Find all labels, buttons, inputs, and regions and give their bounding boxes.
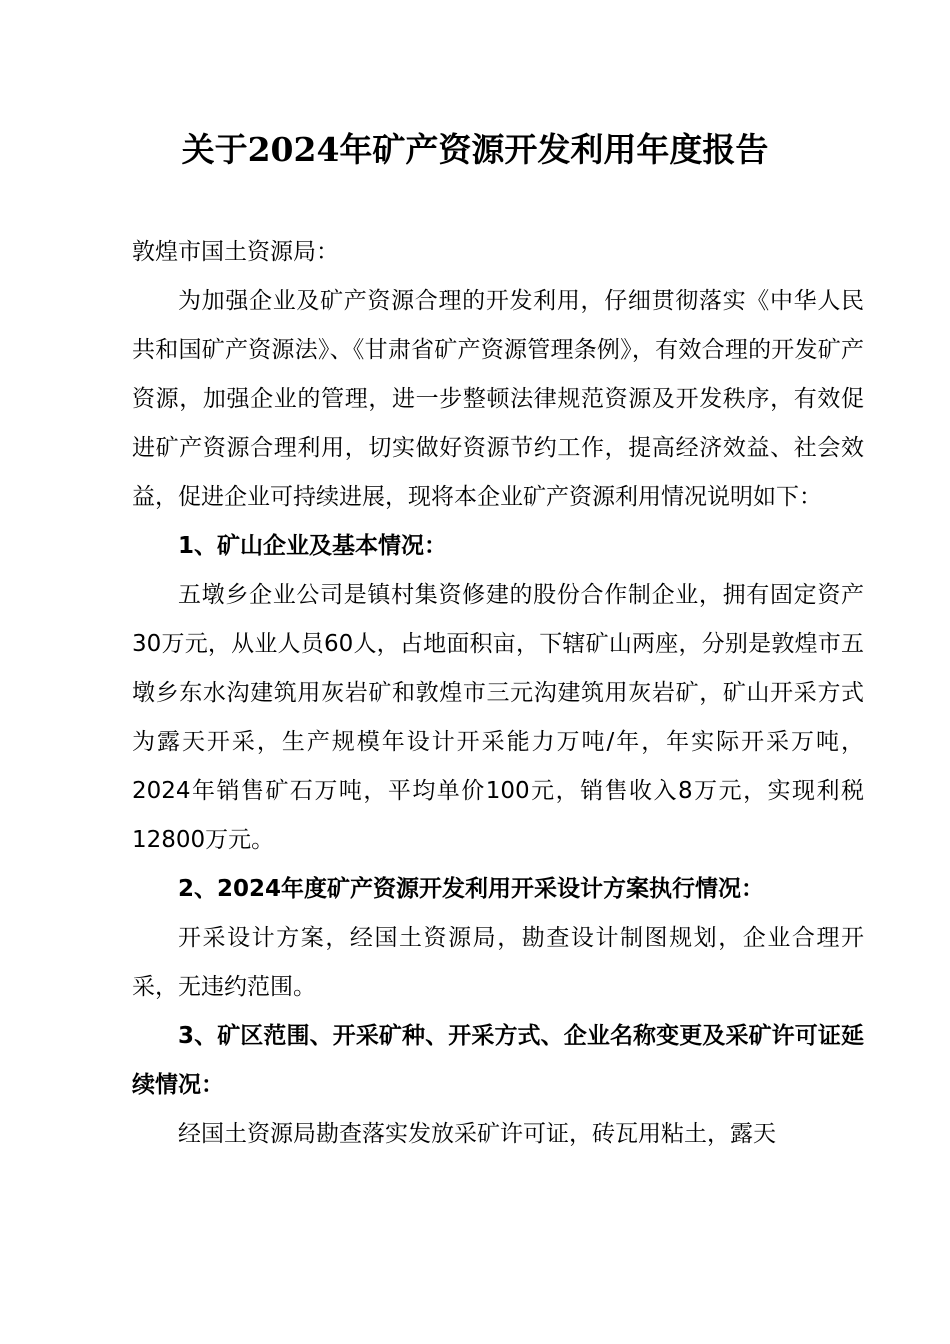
document-title: 关于2024年矿产资源开发利用年度报告 [181,130,769,169]
section-2-paragraph: 开采设计方案，经国土资源局，勘查设计制图规划，企业合理开采，无违约范围。 [132,925,864,1000]
intro-paragraph: 为加强企业及矿产资源合理的开发利用，仔细贯彻落实《中华人民共和国矿产资源法》、《甘肃省矿产资源管理条例》，有效合理的开发矿产资源，加强企业的管理，进一步整顿法律规范资源及开发秩序，有效促进矿产资源合理利用，切实做好资源节约工作，提高经济效益、社会效益，促进企业可持续进展，现将本企业矿产资源利用情况说明如下： [132,288,864,510]
section-1-heading: 1、矿山企业及基本情况： [178,533,448,559]
document-body [132,228,864,1159]
salutation: 敦煌市国土资源局： [132,239,339,265]
section-2-heading: 2、2024年度矿产资源开发利用开采设计方案执行情况： [178,876,765,902]
section-1-paragraph: 五墩乡企业公司是镇村集资修建的股份合作制企业，拥有固定资产30万元，从业人员60人，占地面积亩，下辖矿山两座，分别是敦煌市五墩乡东水沟建筑用灰岩矿和敦煌市三元沟建筑用灰岩矿，矿山开采方式为露天开采，生产规模年设计开采能力万吨/年，年实际开采万吨，2024年销售矿石万吨，平均单价100元，销售收入8万元，实现利税12800万元。 [132,582,864,853]
section-3-heading: 3、矿区范围、开采矿种、开采方式、企业名称变更及采矿许可证延续情况： [132,1023,864,1098]
section-3-paragraph: 经国土资源局勘查落实发放采矿许可证，砖瓦用粘土，露天 [178,1121,776,1147]
